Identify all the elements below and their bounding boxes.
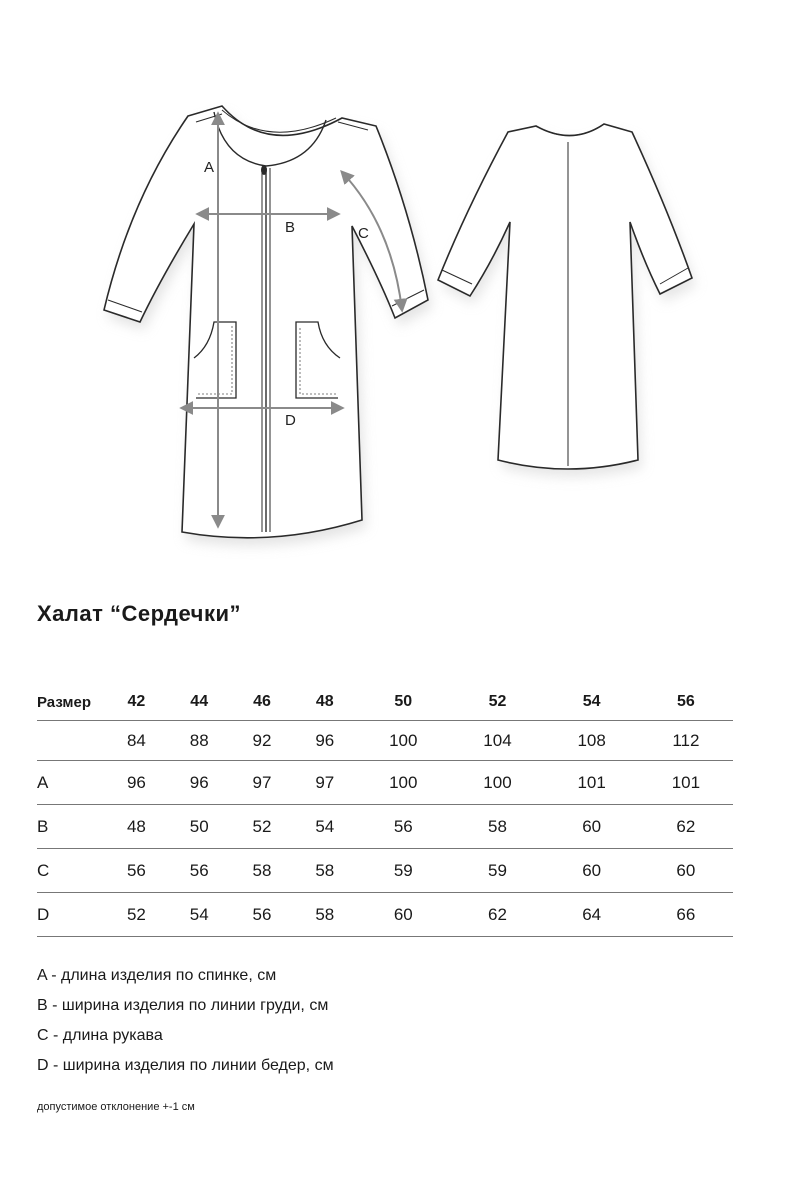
table-cell: 54 [293, 805, 356, 849]
table-cell: 59 [450, 849, 544, 893]
table-cell: 100 [450, 761, 544, 805]
table-cell: 62 [450, 893, 544, 937]
table-cell: 112 [639, 721, 733, 761]
table-cell: 96 [168, 761, 231, 805]
table-cell: 59 [356, 849, 450, 893]
table-row [37, 721, 733, 761]
table-cell: 52 [231, 805, 294, 849]
size-cell: 56 [639, 684, 733, 721]
table-cell: 96 [293, 721, 356, 761]
table-cell: 60 [639, 849, 733, 893]
table-cell: 101 [545, 761, 639, 805]
table-cell: 50 [168, 805, 231, 849]
size-cell: 50 [356, 684, 450, 721]
size-cell: 52 [450, 684, 544, 721]
back-view [438, 124, 696, 477]
size-cell: 46 [231, 684, 294, 721]
label-b: B [285, 219, 296, 236]
size-cell: 44 [168, 684, 231, 721]
size-cell: 48 [293, 684, 356, 721]
table-cell: 66 [639, 893, 733, 937]
table-cell: 64 [545, 893, 639, 937]
table-row [37, 805, 733, 849]
table-cell: 58 [293, 849, 356, 893]
row-label: A [37, 761, 105, 805]
page-title: Халат “Сердечки” [37, 601, 241, 626]
tolerance-note: допустимое отклонение +-1 см [37, 1101, 195, 1113]
header-label: Размер [37, 684, 105, 721]
legend-item-d: D - ширина изделия по линии бедер, см [37, 1057, 334, 1074]
label-c: C [358, 225, 369, 242]
table-cell: 62 [639, 805, 733, 849]
table-cell: 58 [450, 805, 544, 849]
table-cell: 54 [168, 893, 231, 937]
table-cell: 88 [168, 721, 231, 761]
measurement-legend [37, 964, 334, 1084]
table-cell: 108 [545, 721, 639, 761]
table-row [37, 761, 733, 805]
size-cell: 42 [105, 684, 168, 721]
table-cell: 48 [105, 805, 168, 849]
table-row [37, 849, 733, 893]
table-cell: 96 [105, 761, 168, 805]
table-cell: 56 [168, 849, 231, 893]
table-cell: 100 [356, 761, 450, 805]
row-label: C [37, 849, 105, 893]
row-label: B [37, 805, 105, 849]
size-table [37, 684, 733, 937]
table-cell: 56 [356, 805, 450, 849]
table-cell: 58 [231, 849, 294, 893]
table-cell: 60 [356, 893, 450, 937]
table-cell: 101 [639, 761, 733, 805]
table-cell: 92 [231, 721, 294, 761]
table-cell: 60 [545, 805, 639, 849]
table-cell: 56 [105, 849, 168, 893]
table-cell: 60 [545, 849, 639, 893]
table-row [37, 893, 733, 937]
size-cell: 54 [545, 684, 639, 721]
table-cell: 84 [105, 721, 168, 761]
row-label [37, 721, 105, 761]
table-cell: 97 [231, 761, 294, 805]
row-label: D [37, 893, 105, 937]
label-d: D [285, 412, 296, 429]
table-cell: 104 [450, 721, 544, 761]
label-a: A [204, 159, 215, 176]
table-header-row [37, 684, 733, 721]
table-cell: 97 [293, 761, 356, 805]
front-view [104, 106, 432, 546]
legend-item-a: A - длина изделия по спинке, см [37, 967, 277, 984]
legend-item-c: C - длина рукава [37, 1027, 163, 1044]
table-cell: 52 [105, 893, 168, 937]
table-cell: 56 [231, 893, 294, 937]
legend-item-b: B - ширина изделия по линии груди, см [37, 997, 329, 1014]
table-cell: 100 [356, 721, 450, 761]
garment-technical-drawing [0, 0, 800, 580]
table-cell: 58 [293, 893, 356, 937]
